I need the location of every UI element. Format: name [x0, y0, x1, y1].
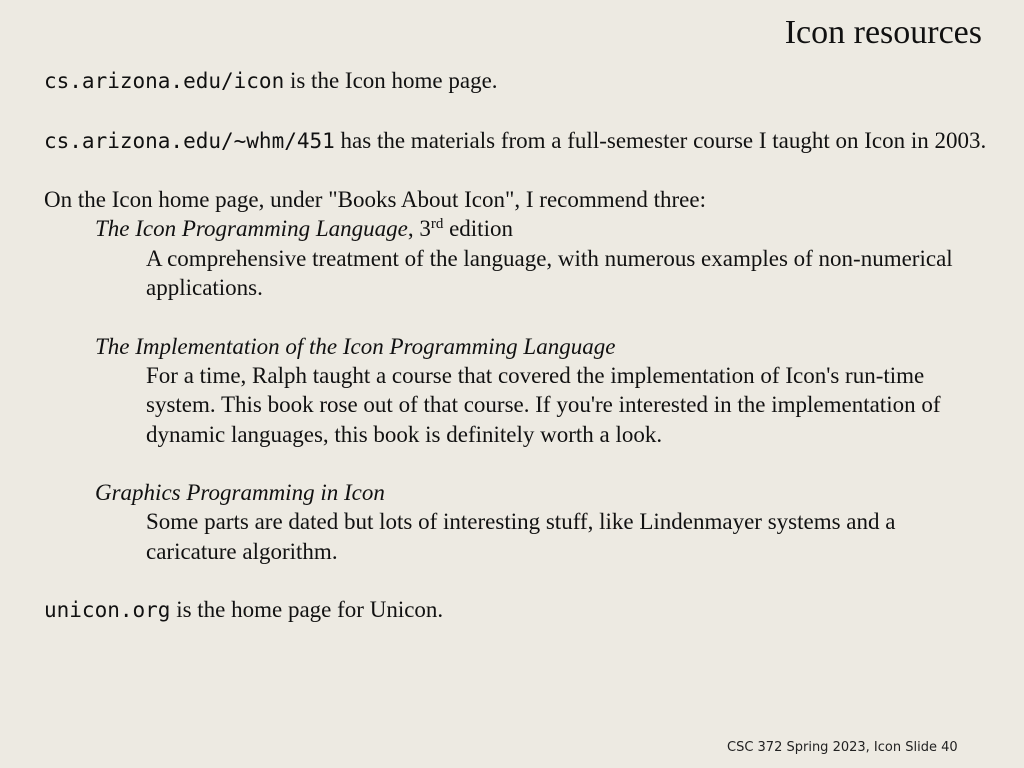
paragraph-icon-home [44, 66, 994, 96]
course-materials-text: has the materials from a full-semester course I taught on Icon in 2003. [334, 127, 987, 153]
book-description: For a time, Ralph taught a course that covered the implementation of Icon's run-time system. This book rose out of that course. If you're interested in the implementation of dynamic languages, this book is definitely worth a look. [146, 362, 941, 447]
paragraph-unicon [44, 595, 994, 625]
icon-home-text: is the Icon home page. [284, 68, 498, 93]
slide-content [44, 66, 994, 626]
spacer [44, 96, 994, 125]
book-edition-superscript: rd [430, 216, 444, 233]
book-description: Some parts are dated but lots of interesting stuff, like Lindenmayer systems and a caricature algorithm. [146, 509, 896, 564]
spacer [44, 156, 994, 185]
spacer [44, 566, 994, 595]
book-edition-suffix: edition [443, 216, 513, 242]
book-description: A comprehensive treatment of the language, with numerous examples of non-numerical applications. [146, 245, 953, 301]
unicon-text: is the home page for Unicon. [170, 597, 444, 623]
unicon-link[interactable]: unicon.org [44, 598, 171, 623]
slide-footer: CSC 372 Spring 2023, Icon Slide 40 [727, 740, 958, 755]
icon-home-link[interactable]: cs.arizona.edu/icon [44, 69, 285, 93]
book-title-icon-programming-language [44, 214, 994, 243]
book-edition-prefix: , 3 [407, 216, 431, 242]
book-title-graphics-programming: Graphics Programming in Icon [95, 480, 385, 506]
spacer [44, 302, 994, 331]
slide-title: Icon resources [784, 14, 982, 51]
course-materials-link[interactable]: cs.arizona.edu/~whm/451 [44, 128, 335, 153]
spacer [44, 449, 994, 478]
book-title-text: The Icon Programming Language [95, 216, 408, 242]
book-title-implementation: The Implementation of the Icon Programming Language [95, 333, 616, 359]
paragraph-books-intro: On the Icon home page, under "Books About Icon", I recommend three: [44, 187, 706, 213]
paragraph-course-materials [44, 126, 994, 156]
